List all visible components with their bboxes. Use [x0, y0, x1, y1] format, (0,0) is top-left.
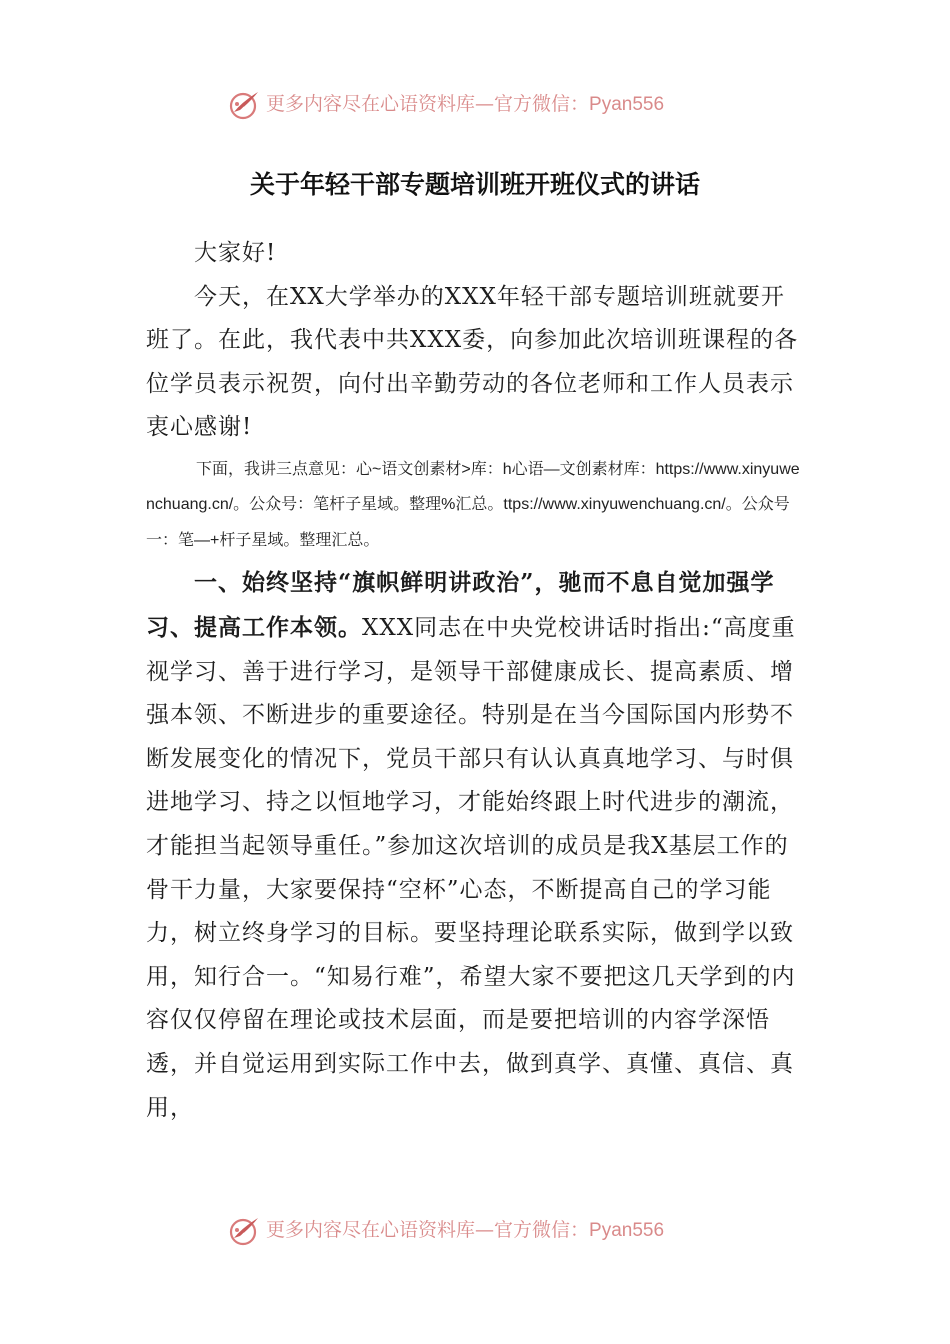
quill-logo-icon: [228, 88, 262, 122]
header-watermark-banner: [0, 84, 950, 124]
banner-wechat-id: Pyan556: [589, 94, 665, 115]
document-title: 关于年轻干部专题培训班开班仪式的讲话: [249, 170, 700, 199]
banner-wechat-id: Pyan556: [589, 1220, 665, 1241]
banner-text: 更多内容尽在心语资料库—官方微信：: [266, 93, 590, 115]
quill-logo-icon: [228, 1214, 262, 1248]
greeting-paragraph: 大家好!: [194, 240, 277, 266]
document-body: [146, 232, 806, 1130]
banner-text: 更多内容尽在心语资料库—官方微信：: [266, 1219, 590, 1241]
section-1-paragraph: [146, 561, 806, 1130]
opening-paragraph: 今天，在XX大学举办的XXX年轻干部专题培训班就要开班了。在此，我代表中共XXX委，向参加此次培训班课程的各位学员表示祝贺，向付出辛勤劳动的各位老师和工作人员表示衷心感谢!: [146, 283, 799, 441]
section-1-heading: 一、始终坚持“旗帜鲜明讲政治”，驰而不息自觉加强学习、提高工作本领。: [146, 569, 775, 642]
footer-watermark-banner: [0, 1210, 950, 1250]
watermark-paragraph: 下面，我讲三点意见：心~语文创素材>库：h心语—文创素材库：https://www.xinyuwenchuang.cn/。公众号：笔杆子星域。整理%汇总。ttps://www.xinyuwenchuang.cn/。公众号一：笔—+杆子星域。整理汇总。: [146, 460, 800, 549]
section-1-body: XXX同志在中央党校讲话时指出:“高度重视学习、善于进行学习，是领导干部健康成长、提高素质、增强本领、不断进步的重要途径。特别是在当今国际国内形势不断发展变化的情况下，党员干部只有认认真真地学习、与时俱进地学习、持之以恒地学习，才能始终跟上时代进步的潮流，才能担当起领导重任。”参加这次培训的成员是我X基层工作的骨干力量，大家要保持“空杯”心态，不断提高自己的学习能力，树立终身学习的目标。要坚持理论联系实际，做到学以致用，知行合一。“知易行难”，希望大家不要把这几天学到的内容仅仅停留在理论或技术层面，而是要把培训的内容学深悟透，并自觉运用到实际工作中去，做到真学、真懂、真信、真用，: [146, 615, 796, 1121]
